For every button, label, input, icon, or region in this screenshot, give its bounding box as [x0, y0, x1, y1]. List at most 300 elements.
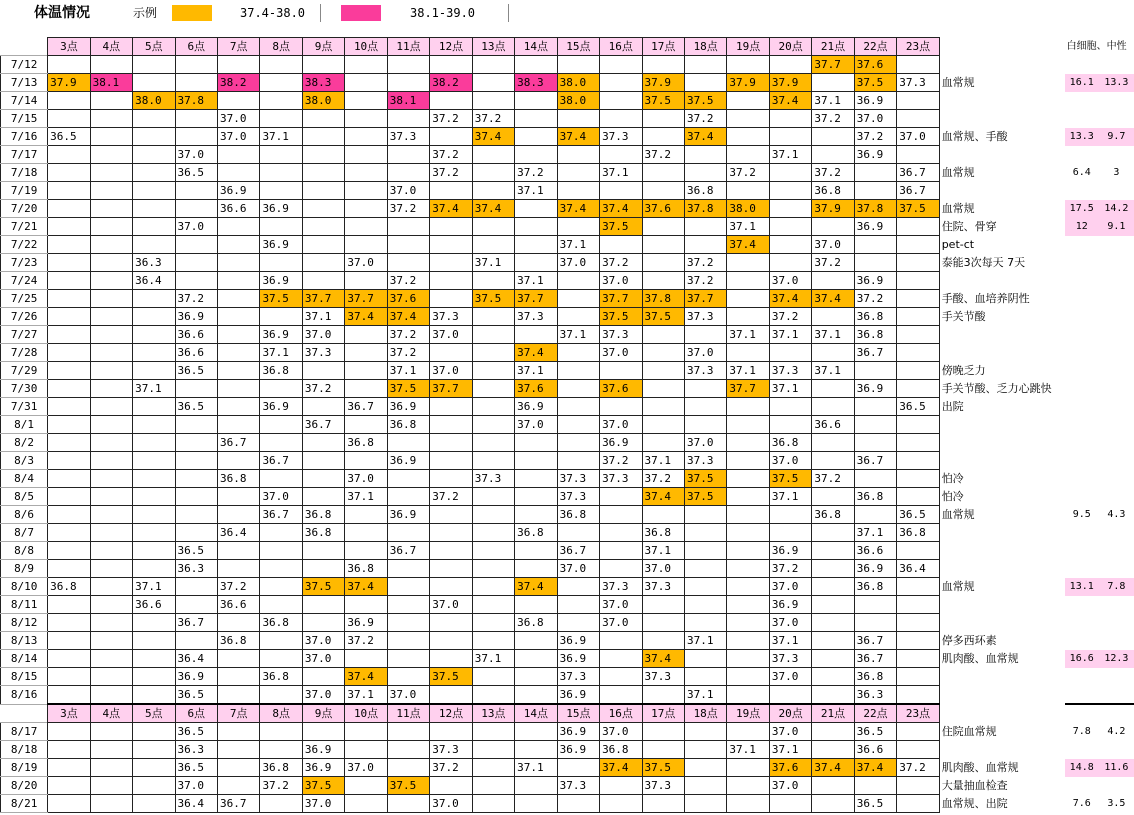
date-cell[interactable]: 7/24 — [1, 272, 48, 290]
date-cell[interactable]: 8/2 — [1, 434, 48, 452]
temperature-cell[interactable] — [472, 146, 514, 164]
temperature-cell[interactable]: 37.1 — [769, 632, 811, 650]
temperature-cell[interactable]: 36.7 — [260, 506, 302, 524]
temperature-cell[interactable] — [727, 795, 769, 813]
temperature-cell[interactable] — [897, 542, 939, 560]
temperature-cell[interactable]: 36.9 — [260, 398, 302, 416]
temperature-cell[interactable] — [430, 182, 472, 200]
temperature-cell[interactable] — [345, 452, 387, 470]
temperature-cell[interactable]: 37.3 — [600, 326, 642, 344]
temperature-cell[interactable]: 37.1 — [854, 524, 896, 542]
date-cell[interactable]: 8/15 — [1, 668, 48, 686]
temperature-cell[interactable] — [600, 56, 642, 74]
temperature-cell[interactable] — [260, 416, 302, 434]
temperature-cell[interactable]: 37.0 — [557, 254, 599, 272]
temperature-cell[interactable] — [90, 236, 132, 254]
temperature-cell[interactable] — [133, 362, 175, 380]
temperature-cell[interactable] — [302, 596, 344, 614]
neutrophil-cell[interactable] — [1099, 668, 1134, 686]
wbc-cell[interactable] — [1065, 272, 1099, 290]
temperature-cell[interactable] — [684, 795, 726, 813]
temperature-cell[interactable] — [217, 272, 259, 290]
wbc-cell[interactable] — [1065, 182, 1099, 200]
temperature-cell[interactable] — [557, 164, 599, 182]
temperature-cell[interactable] — [557, 452, 599, 470]
temperature-cell[interactable] — [133, 74, 175, 92]
temperature-cell[interactable]: 37.1 — [769, 326, 811, 344]
temperature-cell[interactable] — [727, 777, 769, 795]
temperature-cell[interactable] — [48, 146, 90, 164]
temperature-cell[interactable] — [90, 506, 132, 524]
wbc-cell[interactable]: 9.5 — [1072, 509, 1091, 520]
temperature-cell[interactable] — [684, 506, 726, 524]
temperature-cell[interactable] — [727, 542, 769, 560]
temperature-cell[interactable]: 37.0 — [217, 110, 259, 128]
temperature-cell[interactable] — [600, 777, 642, 795]
temperature-cell[interactable] — [727, 488, 769, 506]
temperature-cell[interactable]: 37.5 — [684, 488, 726, 506]
temperature-cell[interactable]: 37.3 — [430, 308, 472, 326]
neutrophil-cell[interactable] — [1099, 741, 1134, 759]
temperature-cell[interactable]: 37.4 — [812, 290, 854, 308]
temperature-cell[interactable]: 37.9 — [642, 74, 684, 92]
temperature-cell[interactable]: 36.9 — [769, 542, 811, 560]
temperature-cell[interactable]: 36.8 — [260, 362, 302, 380]
temperature-cell[interactable] — [345, 56, 387, 74]
temperature-cell[interactable] — [48, 777, 90, 795]
temperature-cell[interactable]: 37.9 — [48, 74, 90, 92]
temperature-cell[interactable]: 37.2 — [430, 488, 472, 506]
temperature-cell[interactable] — [345, 380, 387, 398]
temperature-cell[interactable]: 37.1 — [387, 362, 429, 380]
temperature-cell[interactable] — [897, 362, 939, 380]
temperature-cell[interactable] — [897, 795, 939, 813]
temperature-cell[interactable] — [48, 344, 90, 362]
date-cell[interactable]: 8/17 — [1, 723, 48, 741]
temperature-cell[interactable] — [260, 560, 302, 578]
temperature-cell[interactable] — [260, 92, 302, 110]
temperature-cell[interactable] — [133, 164, 175, 182]
temperature-cell[interactable] — [557, 596, 599, 614]
wbc-cell[interactable] — [1065, 416, 1099, 434]
temperature-cell[interactable] — [48, 254, 90, 272]
temperature-cell[interactable] — [345, 128, 387, 146]
wbc-cell[interactable]: 16.6 — [1065, 650, 1099, 668]
temperature-cell[interactable] — [175, 416, 217, 434]
date-cell[interactable]: 7/29 — [1, 362, 48, 380]
temperature-cell[interactable] — [48, 290, 90, 308]
temperature-cell[interactable] — [345, 236, 387, 254]
temperature-cell[interactable]: 37.4 — [515, 344, 557, 362]
temperature-cell[interactable]: 37.2 — [684, 254, 726, 272]
temperature-cell[interactable] — [345, 741, 387, 759]
temperature-cell[interactable] — [302, 614, 344, 632]
temperature-cell[interactable] — [302, 236, 344, 254]
temperature-cell[interactable] — [897, 56, 939, 74]
temperature-cell[interactable] — [90, 777, 132, 795]
neutrophil-cell[interactable]: 12.3 — [1099, 650, 1134, 668]
temperature-cell[interactable]: 37.0 — [769, 578, 811, 596]
temperature-cell[interactable] — [854, 164, 896, 182]
temperature-cell[interactable] — [260, 470, 302, 488]
temperature-cell[interactable]: 37.9 — [769, 74, 811, 92]
temperature-cell[interactable] — [897, 470, 939, 488]
temperature-cell[interactable] — [430, 272, 472, 290]
temperature-cell[interactable]: 36.5 — [175, 686, 217, 705]
temperature-cell[interactable] — [133, 759, 175, 777]
temperature-cell[interactable] — [430, 416, 472, 434]
temperature-cell[interactable] — [90, 290, 132, 308]
temperature-cell[interactable]: 36.9 — [854, 560, 896, 578]
temperature-cell[interactable]: 36.6 — [133, 596, 175, 614]
temperature-cell[interactable] — [90, 723, 132, 741]
temperature-cell[interactable] — [48, 218, 90, 236]
temperature-cell[interactable] — [812, 668, 854, 686]
temperature-cell[interactable] — [217, 741, 259, 759]
temperature-cell[interactable] — [133, 723, 175, 741]
temperature-cell[interactable]: 37.2 — [387, 326, 429, 344]
temperature-cell[interactable] — [90, 668, 132, 686]
temperature-cell[interactable] — [600, 542, 642, 560]
temperature-cell[interactable]: 36.9 — [175, 308, 217, 326]
temperature-cell[interactable] — [302, 560, 344, 578]
temperature-cell[interactable] — [217, 542, 259, 560]
temperature-cell[interactable]: 36.8 — [260, 759, 302, 777]
temperature-cell[interactable] — [260, 596, 302, 614]
neutrophil-cell[interactable]: 4.2 — [1107, 726, 1126, 737]
temperature-cell[interactable] — [90, 686, 132, 705]
temperature-cell[interactable] — [175, 128, 217, 146]
temperature-cell[interactable]: 37.6 — [769, 759, 811, 777]
note-cell[interactable]: 手酸、血培养阴性 — [941, 292, 1030, 305]
temperature-cell[interactable] — [133, 741, 175, 759]
temperature-cell[interactable] — [727, 686, 769, 705]
date-cell[interactable]: 8/14 — [1, 650, 48, 668]
temperature-cell[interactable] — [387, 470, 429, 488]
date-cell[interactable]: 8/9 — [1, 560, 48, 578]
temperature-cell[interactable] — [727, 434, 769, 452]
neutrophil-cell[interactable]: 14.2 — [1099, 200, 1134, 218]
temperature-cell[interactable]: 36.9 — [260, 272, 302, 290]
temperature-cell[interactable] — [217, 92, 259, 110]
neutrophil-cell[interactable] — [1099, 92, 1134, 110]
temperature-cell[interactable] — [133, 452, 175, 470]
temperature-cell[interactable] — [217, 488, 259, 506]
temperature-cell[interactable]: 38.0 — [727, 200, 769, 218]
temperature-cell[interactable] — [48, 470, 90, 488]
temperature-cell[interactable] — [430, 470, 472, 488]
wbc-cell[interactable] — [1065, 290, 1099, 308]
temperature-cell[interactable] — [302, 182, 344, 200]
temperature-cell[interactable] — [769, 236, 811, 254]
temperature-cell[interactable] — [345, 146, 387, 164]
temperature-cell[interactable]: 37.1 — [769, 146, 811, 164]
temperature-cell[interactable] — [472, 668, 514, 686]
temperature-cell[interactable] — [430, 290, 472, 308]
date-cell[interactable]: 7/20 — [1, 200, 48, 218]
temperature-cell[interactable] — [90, 146, 132, 164]
temperature-cell[interactable] — [90, 470, 132, 488]
note-cell[interactable] — [939, 686, 1064, 705]
temperature-cell[interactable] — [345, 723, 387, 741]
wbc-cell[interactable] — [1065, 344, 1099, 362]
temperature-cell[interactable] — [260, 795, 302, 813]
temperature-cell[interactable] — [48, 56, 90, 74]
temperature-cell[interactable] — [897, 146, 939, 164]
temperature-cell[interactable]: 37.0 — [769, 272, 811, 290]
temperature-cell[interactable]: 37.0 — [175, 777, 217, 795]
temperature-cell[interactable] — [90, 488, 132, 506]
temperature-cell[interactable]: 37.0 — [515, 416, 557, 434]
temperature-cell[interactable] — [727, 452, 769, 470]
temperature-cell[interactable] — [48, 506, 90, 524]
temperature-cell[interactable] — [302, 398, 344, 416]
temperature-cell[interactable]: 36.9 — [557, 650, 599, 668]
temperature-cell[interactable]: 37.4 — [600, 759, 642, 777]
temperature-cell[interactable] — [217, 686, 259, 705]
neutrophil-cell[interactable] — [1099, 488, 1134, 506]
temperature-cell[interactable]: 36.9 — [557, 723, 599, 741]
temperature-cell[interactable] — [769, 164, 811, 182]
temperature-cell[interactable]: 37.6 — [387, 290, 429, 308]
temperature-cell[interactable]: 37.1 — [769, 380, 811, 398]
temperature-cell[interactable] — [217, 344, 259, 362]
temperature-cell[interactable] — [217, 668, 259, 686]
temperature-cell[interactable] — [472, 741, 514, 759]
temperature-cell[interactable] — [217, 254, 259, 272]
temperature-cell[interactable] — [854, 236, 896, 254]
wbc-cell[interactable] — [1065, 542, 1099, 560]
temperature-cell[interactable]: 37.6 — [600, 380, 642, 398]
temperature-cell[interactable]: 36.3 — [175, 741, 217, 759]
temperature-cell[interactable] — [217, 236, 259, 254]
temperature-cell[interactable] — [515, 128, 557, 146]
temperature-cell[interactable] — [175, 632, 217, 650]
temperature-cell[interactable]: 37.3 — [557, 488, 599, 506]
temperature-cell[interactable]: 37.4 — [387, 308, 429, 326]
temperature-cell[interactable]: 37.0 — [175, 146, 217, 164]
temperature-cell[interactable] — [897, 614, 939, 632]
temperature-cell[interactable] — [472, 488, 514, 506]
temperature-cell[interactable] — [854, 614, 896, 632]
temperature-cell[interactable] — [48, 362, 90, 380]
temperature-cell[interactable] — [812, 560, 854, 578]
temperature-cell[interactable]: 37.7 — [812, 56, 854, 74]
temperature-cell[interactable] — [217, 380, 259, 398]
temperature-cell[interactable] — [642, 236, 684, 254]
temperature-cell[interactable] — [684, 578, 726, 596]
temperature-cell[interactable] — [48, 650, 90, 668]
temperature-cell[interactable] — [387, 795, 429, 813]
temperature-cell[interactable]: 36.4 — [217, 524, 259, 542]
temperature-cell[interactable] — [90, 344, 132, 362]
temperature-cell[interactable] — [430, 686, 472, 705]
temperature-cell[interactable] — [345, 344, 387, 362]
temperature-cell[interactable]: 37.1 — [684, 632, 726, 650]
temperature-cell[interactable]: 37.3 — [769, 362, 811, 380]
date-cell[interactable]: 8/13 — [1, 632, 48, 650]
temperature-cell[interactable]: 37.1 — [727, 362, 769, 380]
temperature-cell[interactable] — [600, 668, 642, 686]
temperature-cell[interactable]: 37.0 — [387, 182, 429, 200]
temperature-cell[interactable]: 37.3 — [515, 308, 557, 326]
neutrophil-cell[interactable] — [1099, 632, 1134, 650]
temperature-cell[interactable]: 37.0 — [897, 128, 939, 146]
temperature-cell[interactable]: 36.9 — [302, 759, 344, 777]
temperature-cell[interactable] — [302, 488, 344, 506]
temperature-cell[interactable] — [727, 416, 769, 434]
note-cell[interactable]: 血常规 — [941, 508, 975, 521]
neutrophil-cell[interactable] — [1099, 110, 1134, 128]
temperature-cell[interactable] — [90, 110, 132, 128]
temperature-cell[interactable] — [175, 452, 217, 470]
temperature-cell[interactable] — [897, 416, 939, 434]
temperature-cell[interactable] — [48, 272, 90, 290]
temperature-cell[interactable] — [472, 542, 514, 560]
temperature-cell[interactable]: 36.9 — [600, 434, 642, 452]
temperature-cell[interactable] — [769, 524, 811, 542]
temperature-cell[interactable]: 36.9 — [557, 741, 599, 759]
note-cell[interactable]: 血常规 — [941, 202, 975, 215]
temperature-cell[interactable]: 37.5 — [642, 308, 684, 326]
temperature-cell[interactable] — [387, 236, 429, 254]
temperature-cell[interactable]: 37.3 — [387, 128, 429, 146]
temperature-cell[interactable] — [48, 560, 90, 578]
temperature-cell[interactable]: 37.0 — [684, 344, 726, 362]
temperature-cell[interactable] — [90, 596, 132, 614]
temperature-cell[interactable] — [90, 650, 132, 668]
temperature-cell[interactable] — [387, 164, 429, 182]
temperature-cell[interactable] — [260, 542, 302, 560]
temperature-cell[interactable]: 37.5 — [600, 308, 642, 326]
temperature-cell[interactable]: 37.1 — [812, 92, 854, 110]
temperature-cell[interactable]: 37.1 — [472, 650, 514, 668]
temperature-cell[interactable] — [430, 524, 472, 542]
temperature-cell[interactable]: 37.4 — [472, 200, 514, 218]
temperature-cell[interactable]: 37.1 — [515, 272, 557, 290]
temperature-cell[interactable] — [897, 578, 939, 596]
temperature-cell[interactable]: 37.0 — [769, 668, 811, 686]
temperature-cell[interactable] — [175, 236, 217, 254]
temperature-cell[interactable]: 36.4 — [133, 272, 175, 290]
temperature-cell[interactable] — [472, 452, 514, 470]
temperature-cell[interactable] — [515, 795, 557, 813]
temperature-cell[interactable]: 38.2 — [430, 74, 472, 92]
temperature-cell[interactable] — [812, 308, 854, 326]
temperature-cell[interactable]: 37.6 — [854, 56, 896, 74]
temperature-cell[interactable] — [48, 182, 90, 200]
temperature-cell[interactable]: 37.1 — [642, 542, 684, 560]
temperature-cell[interactable] — [812, 398, 854, 416]
note-cell[interactable] — [939, 344, 1064, 362]
temperature-cell[interactable] — [472, 759, 514, 777]
date-cell[interactable]: 7/25 — [1, 290, 48, 308]
temperature-cell[interactable]: 36.7 — [217, 434, 259, 452]
temperature-cell[interactable]: 37.1 — [600, 164, 642, 182]
temperature-cell[interactable]: 37.0 — [769, 723, 811, 741]
temperature-cell[interactable]: 37.0 — [387, 686, 429, 705]
temperature-cell[interactable]: 37.1 — [812, 362, 854, 380]
temperature-cell[interactable] — [387, 596, 429, 614]
temperature-cell[interactable] — [217, 308, 259, 326]
temperature-cell[interactable]: 37.1 — [260, 344, 302, 362]
temperature-cell[interactable] — [727, 92, 769, 110]
wbc-cell[interactable] — [1065, 398, 1099, 416]
temperature-cell[interactable] — [812, 632, 854, 650]
temperature-cell[interactable]: 38.3 — [302, 74, 344, 92]
temperature-cell[interactable] — [472, 506, 514, 524]
temperature-cell[interactable] — [302, 128, 344, 146]
temperature-cell[interactable]: 37.9 — [727, 74, 769, 92]
temperature-cell[interactable]: 37.2 — [175, 290, 217, 308]
temperature-cell[interactable] — [812, 434, 854, 452]
temperature-cell[interactable] — [769, 128, 811, 146]
temperature-cell[interactable] — [133, 434, 175, 452]
temperature-cell[interactable]: 37.1 — [302, 308, 344, 326]
date-cell[interactable]: 7/14 — [1, 92, 48, 110]
temperature-cell[interactable]: 37.8 — [175, 92, 217, 110]
temperature-cell[interactable] — [430, 56, 472, 74]
temperature-cell[interactable]: 37.0 — [302, 795, 344, 813]
temperature-cell[interactable] — [133, 632, 175, 650]
date-cell[interactable]: 8/12 — [1, 614, 48, 632]
temperature-cell[interactable] — [302, 470, 344, 488]
temperature-cell[interactable] — [515, 326, 557, 344]
temperature-cell[interactable] — [175, 596, 217, 614]
temperature-cell[interactable]: 37.1 — [133, 578, 175, 596]
temperature-cell[interactable] — [387, 434, 429, 452]
temperature-cell[interactable] — [727, 146, 769, 164]
note-cell[interactable]: 傍晚乏力 — [941, 364, 986, 377]
date-cell[interactable]: 7/18 — [1, 164, 48, 182]
temperature-cell[interactable]: 37.3 — [897, 74, 939, 92]
temperature-cell[interactable] — [727, 650, 769, 668]
temperature-cell[interactable] — [260, 632, 302, 650]
temperature-cell[interactable] — [472, 686, 514, 705]
neutrophil-cell[interactable] — [1099, 56, 1134, 74]
temperature-cell[interactable]: 37.5 — [260, 290, 302, 308]
temperature-cell[interactable]: 37.2 — [600, 452, 642, 470]
temperature-cell[interactable] — [472, 236, 514, 254]
temperature-cell[interactable]: 37.1 — [515, 759, 557, 777]
temperature-cell[interactable] — [854, 596, 896, 614]
temperature-cell[interactable]: 36.7 — [387, 542, 429, 560]
temperature-cell[interactable]: 37.0 — [302, 632, 344, 650]
neutrophil-cell[interactable] — [1099, 524, 1134, 542]
temperature-cell[interactable] — [515, 434, 557, 452]
temperature-cell[interactable]: 36.7 — [854, 632, 896, 650]
temperature-cell[interactable] — [897, 434, 939, 452]
temperature-cell[interactable]: 37.0 — [345, 470, 387, 488]
temperature-cell[interactable]: 37.0 — [430, 596, 472, 614]
temperature-cell[interactable] — [515, 560, 557, 578]
temperature-cell[interactable] — [48, 668, 90, 686]
temperature-cell[interactable]: 37.5 — [897, 200, 939, 218]
temperature-cell[interactable]: 37.2 — [812, 470, 854, 488]
temperature-cell[interactable] — [133, 542, 175, 560]
temperature-cell[interactable] — [897, 452, 939, 470]
temperature-cell[interactable]: 36.3 — [133, 254, 175, 272]
temperature-cell[interactable]: 37.5 — [642, 92, 684, 110]
temperature-cell[interactable] — [684, 164, 726, 182]
temperature-cell[interactable] — [472, 416, 514, 434]
temperature-cell[interactable] — [727, 578, 769, 596]
temperature-cell[interactable] — [430, 560, 472, 578]
temperature-cell[interactable]: 36.7 — [897, 164, 939, 182]
temperature-cell[interactable]: 36.9 — [557, 686, 599, 705]
temperature-cell[interactable] — [897, 380, 939, 398]
note-cell[interactable]: 血常规 — [941, 76, 975, 89]
